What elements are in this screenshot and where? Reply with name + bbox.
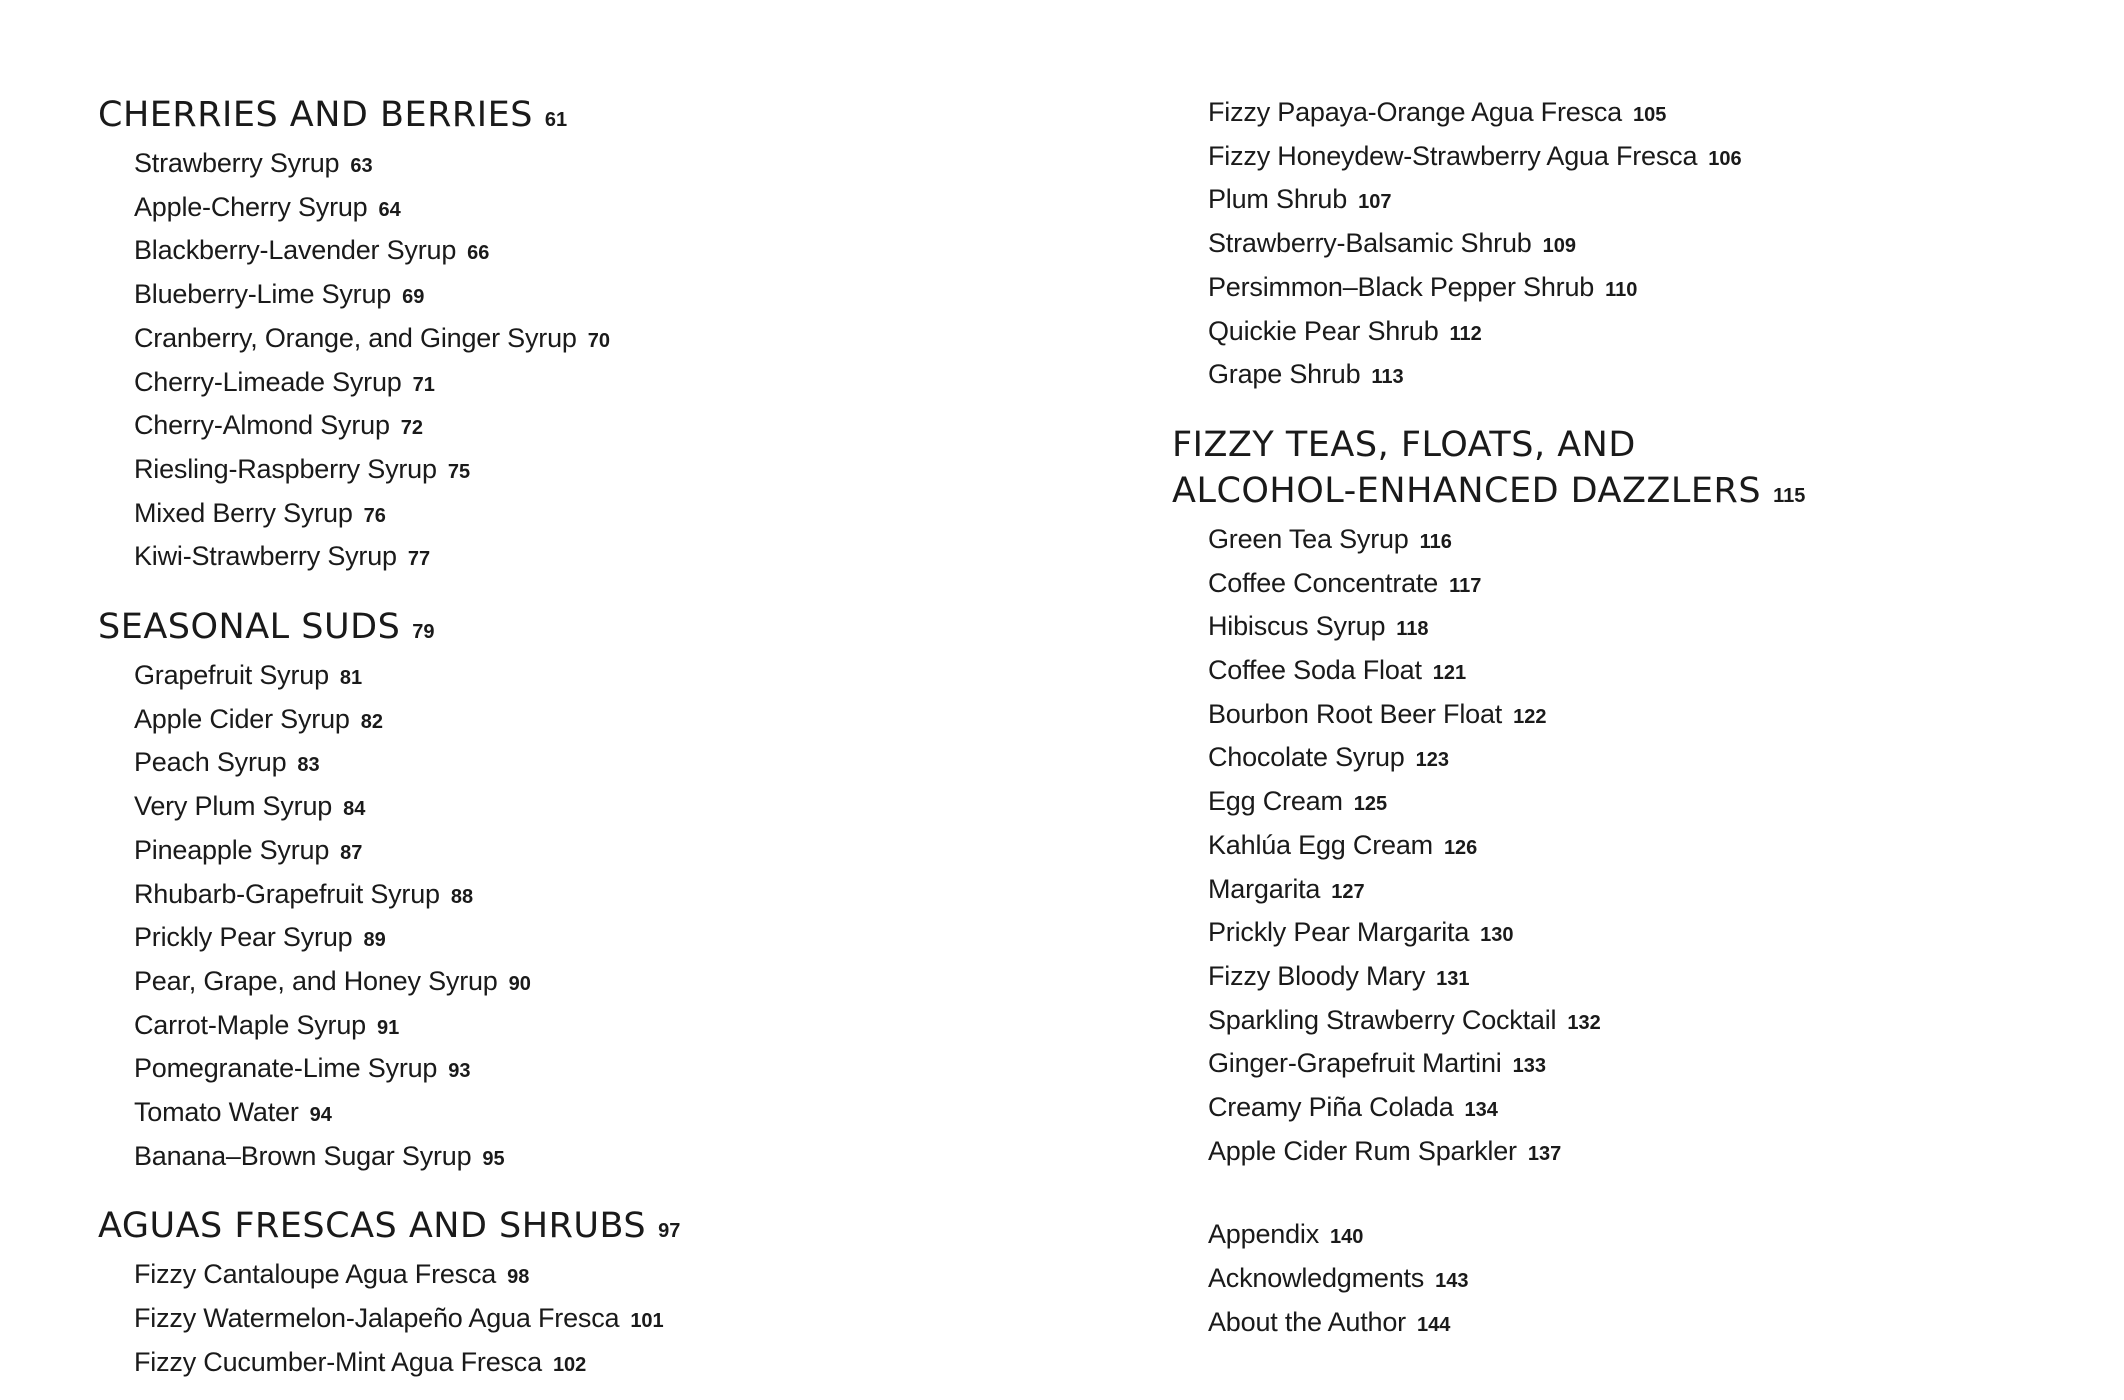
toc-entry[interactable]	[1208, 136, 2072, 180]
toc-entry[interactable]	[1208, 737, 2072, 781]
entry-title: Riesling-Raspberry Syrup	[134, 453, 437, 484]
entry-page-number: 133	[1512, 1055, 1546, 1078]
entry-page-number: 98	[507, 1266, 530, 1289]
entry-title: Very Plum Syrup	[134, 791, 333, 822]
entry-page-number: 71	[412, 373, 435, 396]
entry-page-number: 122	[1513, 705, 1547, 728]
entry-page-number: 88	[450, 885, 474, 908]
entry-title: Grapefruit Syrup	[134, 660, 329, 691]
toc-entry[interactable]	[1208, 869, 2072, 913]
entry-page-number: 105	[1633, 104, 1667, 126]
back-matter-list	[1172, 1214, 2072, 1345]
entry-title: Strawberry Syrup	[134, 148, 340, 178]
toc-entry[interactable]	[1208, 912, 2072, 956]
toc-entry[interactable]	[134, 493, 998, 537]
entry-page-number: 101	[630, 1310, 664, 1333]
toc-entry[interactable]	[134, 187, 998, 231]
entry-title: Pear, Grape, and Honey Syrup	[134, 965, 498, 996]
entry-title: Rhubarb-Grapefruit Syrup	[134, 878, 440, 909]
toc-entry[interactable]	[1208, 956, 2072, 1000]
entry-title: About the Author	[1208, 1306, 1406, 1337]
entry-title: Prickly Pear Syrup	[134, 922, 353, 953]
section-heading	[1172, 422, 2072, 519]
entry-list	[1172, 519, 2072, 1175]
entry-title: Apple Cider Syrup	[134, 703, 350, 734]
entry-page-number: 77	[407, 548, 431, 571]
entry-page-number: 95	[482, 1147, 505, 1170]
toc-entry[interactable]	[1208, 519, 2072, 563]
toc-entry[interactable]	[134, 699, 998, 743]
entry-title: Margarita	[1208, 873, 1321, 904]
entry-page-number: 110	[1605, 278, 1638, 301]
toc-entry[interactable]	[134, 1342, 998, 1386]
entry-title: Chocolate Syrup	[1208, 742, 1405, 773]
entry-page-number: 134	[1464, 1099, 1498, 1122]
toc-entry[interactable]	[134, 362, 998, 406]
entry-title: Appendix	[1208, 1219, 1319, 1250]
entry-page-number: 126	[1443, 836, 1478, 859]
entry-page-number: 107	[1358, 191, 1392, 214]
continued-entry-list	[1172, 92, 2072, 398]
entry-page-number: 75	[447, 460, 471, 483]
section-seasonal-suds	[98, 604, 998, 1179]
entry-page-number: 143	[1435, 1270, 1469, 1293]
entry-page-number: 89	[363, 929, 386, 952]
entry-title: Sparkling Strawberry Cocktail	[1208, 1004, 1557, 1035]
section-page-number: 79	[412, 621, 435, 644]
toc-entry[interactable]	[134, 961, 998, 1005]
section-page-number: 97	[658, 1220, 681, 1243]
section-spacer	[98, 1179, 998, 1203]
toc-entry[interactable]	[134, 830, 998, 874]
toc-entry[interactable]	[1208, 92, 2072, 136]
entry-list	[98, 655, 998, 1179]
toc-entry[interactable]	[134, 318, 998, 362]
entry-title: Kiwi-Strawberry Syrup	[134, 541, 397, 572]
entry-page-number: 81	[339, 667, 363, 690]
entry-page-number: 131	[1436, 967, 1470, 990]
entry-title: Hibiscus Syrup	[1208, 611, 1386, 642]
entry-list	[98, 143, 998, 580]
toc-entry[interactable]	[134, 655, 998, 699]
entry-page-number: 121	[1432, 662, 1467, 685]
entry-title: Peach Syrup	[134, 747, 287, 778]
entry-title: Mixed Berry Syrup	[134, 497, 353, 528]
entry-title: Coffee Concentrate	[1208, 567, 1439, 598]
entry-title: Carrot-Maple Syrup	[134, 1009, 366, 1040]
toc-entry[interactable]	[1208, 1087, 2072, 1131]
toc-entry[interactable]	[134, 143, 998, 187]
toc-entry[interactable]	[134, 536, 998, 580]
section-spacer	[1172, 398, 2072, 422]
entry-page-number: 137	[1527, 1142, 1562, 1165]
entry-title: Coffee Soda Float	[1208, 655, 1422, 686]
entry-page-number: 70	[587, 329, 610, 352]
entry-page-number: 66	[467, 242, 490, 265]
toc-entry-about-the-author[interactable]	[1208, 1302, 2072, 1346]
entry-title: Quickie Pear Shrub	[1208, 315, 1439, 346]
entry-page-number: 76	[363, 504, 386, 527]
section-fizzy-teas-floats	[1172, 422, 2072, 1175]
entry-title: Fizzy Papaya-Orange Agua Fresca	[1208, 97, 1623, 127]
entry-title: Ginger-Grapefruit Martini	[1208, 1048, 1502, 1079]
entry-title: Persimmon–Black Pepper Shrub	[1208, 271, 1595, 302]
entry-page-number: 72	[400, 417, 424, 440]
entry-title: Bourbon Root Beer Float	[1208, 698, 1503, 729]
entry-title: Creamy Piña Colada	[1208, 1092, 1454, 1123]
toc-entry[interactable]	[1208, 694, 2072, 738]
toc-entry[interactable]	[1208, 267, 2072, 311]
toc-entry[interactable]	[1208, 781, 2072, 825]
contents-left-column	[98, 92, 998, 1386]
entry-title: Grape Shrub	[1208, 359, 1361, 390]
entry-title: Plum Shrub	[1208, 184, 1348, 215]
section-page-number: 61	[544, 109, 568, 131]
entry-page-number: 117	[1449, 574, 1482, 597]
entry-list	[98, 1254, 998, 1385]
toc-entry[interactable]	[1208, 1043, 2072, 1087]
entry-page-number: 144	[1416, 1313, 1451, 1336]
section-title: SEASONAL SUDS	[98, 607, 401, 648]
entry-page-number: 116	[1419, 530, 1452, 553]
toc-entry[interactable]	[134, 1048, 998, 1092]
section-page-number: 115	[1773, 484, 1806, 507]
entry-title: Cherry-Limeade Syrup	[134, 366, 402, 397]
toc-entry[interactable]	[134, 1136, 998, 1180]
toc-entry[interactable]	[1208, 311, 2072, 355]
entry-page-number: 91	[376, 1016, 400, 1039]
section-heading	[98, 92, 998, 143]
toc-entry[interactable]	[134, 786, 998, 830]
toc-entry[interactable]	[134, 1254, 998, 1298]
section-heading	[98, 604, 998, 655]
entry-title: Cherry-Almond Syrup	[134, 410, 390, 441]
entry-page-number: 93	[448, 1060, 471, 1083]
section-heading	[98, 1203, 998, 1254]
entry-title: Apple Cider Rum Sparkler	[1208, 1135, 1517, 1166]
section-aguas-frescas-and-shrubs	[98, 1203, 998, 1385]
entry-page-number: 64	[378, 198, 401, 221]
entry-title: Egg Cream	[1208, 786, 1343, 817]
entry-title: Acknowledgments	[1208, 1263, 1425, 1294]
entry-page-number: 125	[1353, 793, 1388, 816]
toc-entry[interactable]	[1208, 825, 2072, 869]
entry-page-number: 82	[360, 710, 383, 733]
entry-page-number: 90	[508, 972, 531, 995]
entry-title: Prickly Pear Margarita	[1208, 917, 1470, 948]
toc-entry[interactable]	[1208, 1000, 2072, 1044]
entry-title: Blackberry-Lavender Syrup	[134, 235, 457, 266]
toc-entry[interactable]	[1208, 354, 2072, 398]
entry-page-number: 132	[1567, 1011, 1601, 1034]
section-title-line: ALCOHOL-ENHANCED DAZZLERS	[1172, 470, 1762, 511]
entry-title: Tomato Water	[134, 1097, 299, 1128]
toc-entry[interactable]	[134, 274, 998, 318]
entry-title: Pineapple Syrup	[134, 834, 330, 865]
section-cherries-and-berries	[98, 92, 998, 580]
toc-entry[interactable]	[1208, 563, 2072, 607]
toc-entry[interactable]	[134, 449, 998, 493]
entry-page-number: 109	[1542, 235, 1576, 258]
entry-title: Fizzy Cucumber-Mint Agua Fresca	[134, 1346, 542, 1377]
backmatter-spacer	[1172, 1174, 2072, 1214]
entry-title: Banana–Brown Sugar Syrup	[134, 1140, 472, 1171]
entry-page-number: 83	[297, 754, 320, 777]
entry-page-number: 118	[1396, 618, 1429, 641]
section-title: AGUAS FRESCAS AND SHRUBS	[98, 1206, 647, 1247]
toc-entry[interactable]	[134, 1005, 998, 1049]
toc-entry[interactable]	[134, 405, 998, 449]
entry-title: Green Tea Syrup	[1208, 523, 1409, 554]
toc-entry[interactable]	[1208, 1131, 2072, 1175]
toc-entry[interactable]	[134, 742, 998, 786]
section-title-line: FIZZY TEAS, FLOATS, AND	[1172, 424, 1636, 465]
entry-title: Fizzy Bloody Mary	[1208, 960, 1426, 991]
toc-entry-acknowledgments[interactable]	[1208, 1258, 2072, 1302]
entry-title: Cranberry, Orange, and Ginger Syrup	[134, 322, 577, 353]
entry-title: Blueberry-Lime Syrup	[134, 279, 392, 310]
entry-title: Apple-Cherry Syrup	[134, 191, 368, 222]
toc-entry[interactable]	[134, 1092, 998, 1136]
entry-title: Fizzy Watermelon-Jalapeño Agua Fresca	[134, 1303, 620, 1334]
entry-title: Fizzy Cantaloupe Agua Fresca	[134, 1259, 497, 1290]
toc-entry[interactable]	[134, 874, 998, 918]
toc-entry[interactable]	[1208, 650, 2072, 694]
entry-page-number: 102	[552, 1353, 587, 1376]
entry-title: Strawberry-Balsamic Shrub	[1208, 228, 1532, 259]
entry-page-number: 84	[343, 798, 366, 821]
contents-right-column	[1172, 92, 2072, 1346]
section-title: CHERRIES AND BERRIES	[98, 95, 533, 135]
entry-title: Pomegranate-Lime Syrup	[134, 1053, 438, 1084]
entry-page-number: 87	[340, 841, 363, 864]
entry-page-number: 112	[1449, 322, 1482, 345]
entry-page-number: 69	[402, 286, 425, 309]
entry-page-number: 113	[1371, 366, 1404, 389]
entry-page-number: 63	[350, 155, 373, 177]
toc-entry[interactable]	[1208, 179, 2072, 223]
toc-entry[interactable]	[134, 917, 998, 961]
entry-page-number: 130	[1480, 924, 1514, 947]
entry-title: Fizzy Honeydew-Strawberry Agua Fresca	[1208, 140, 1698, 171]
entry-title: Kahlúa Egg Cream	[1208, 829, 1433, 860]
toc-entry[interactable]	[1208, 606, 2072, 650]
entry-page-number: 106	[1708, 147, 1742, 170]
entry-page-number: 123	[1415, 749, 1449, 772]
entry-page-number: 127	[1331, 880, 1365, 903]
toc-entry[interactable]	[134, 1298, 998, 1342]
entry-page-number: 94	[309, 1104, 332, 1127]
toc-entry-appendix[interactable]	[1208, 1214, 2072, 1258]
section-spacer	[98, 580, 998, 604]
toc-entry[interactable]	[1208, 223, 2072, 267]
toc-entry[interactable]	[134, 230, 998, 274]
entry-page-number: 140	[1330, 1226, 1364, 1249]
